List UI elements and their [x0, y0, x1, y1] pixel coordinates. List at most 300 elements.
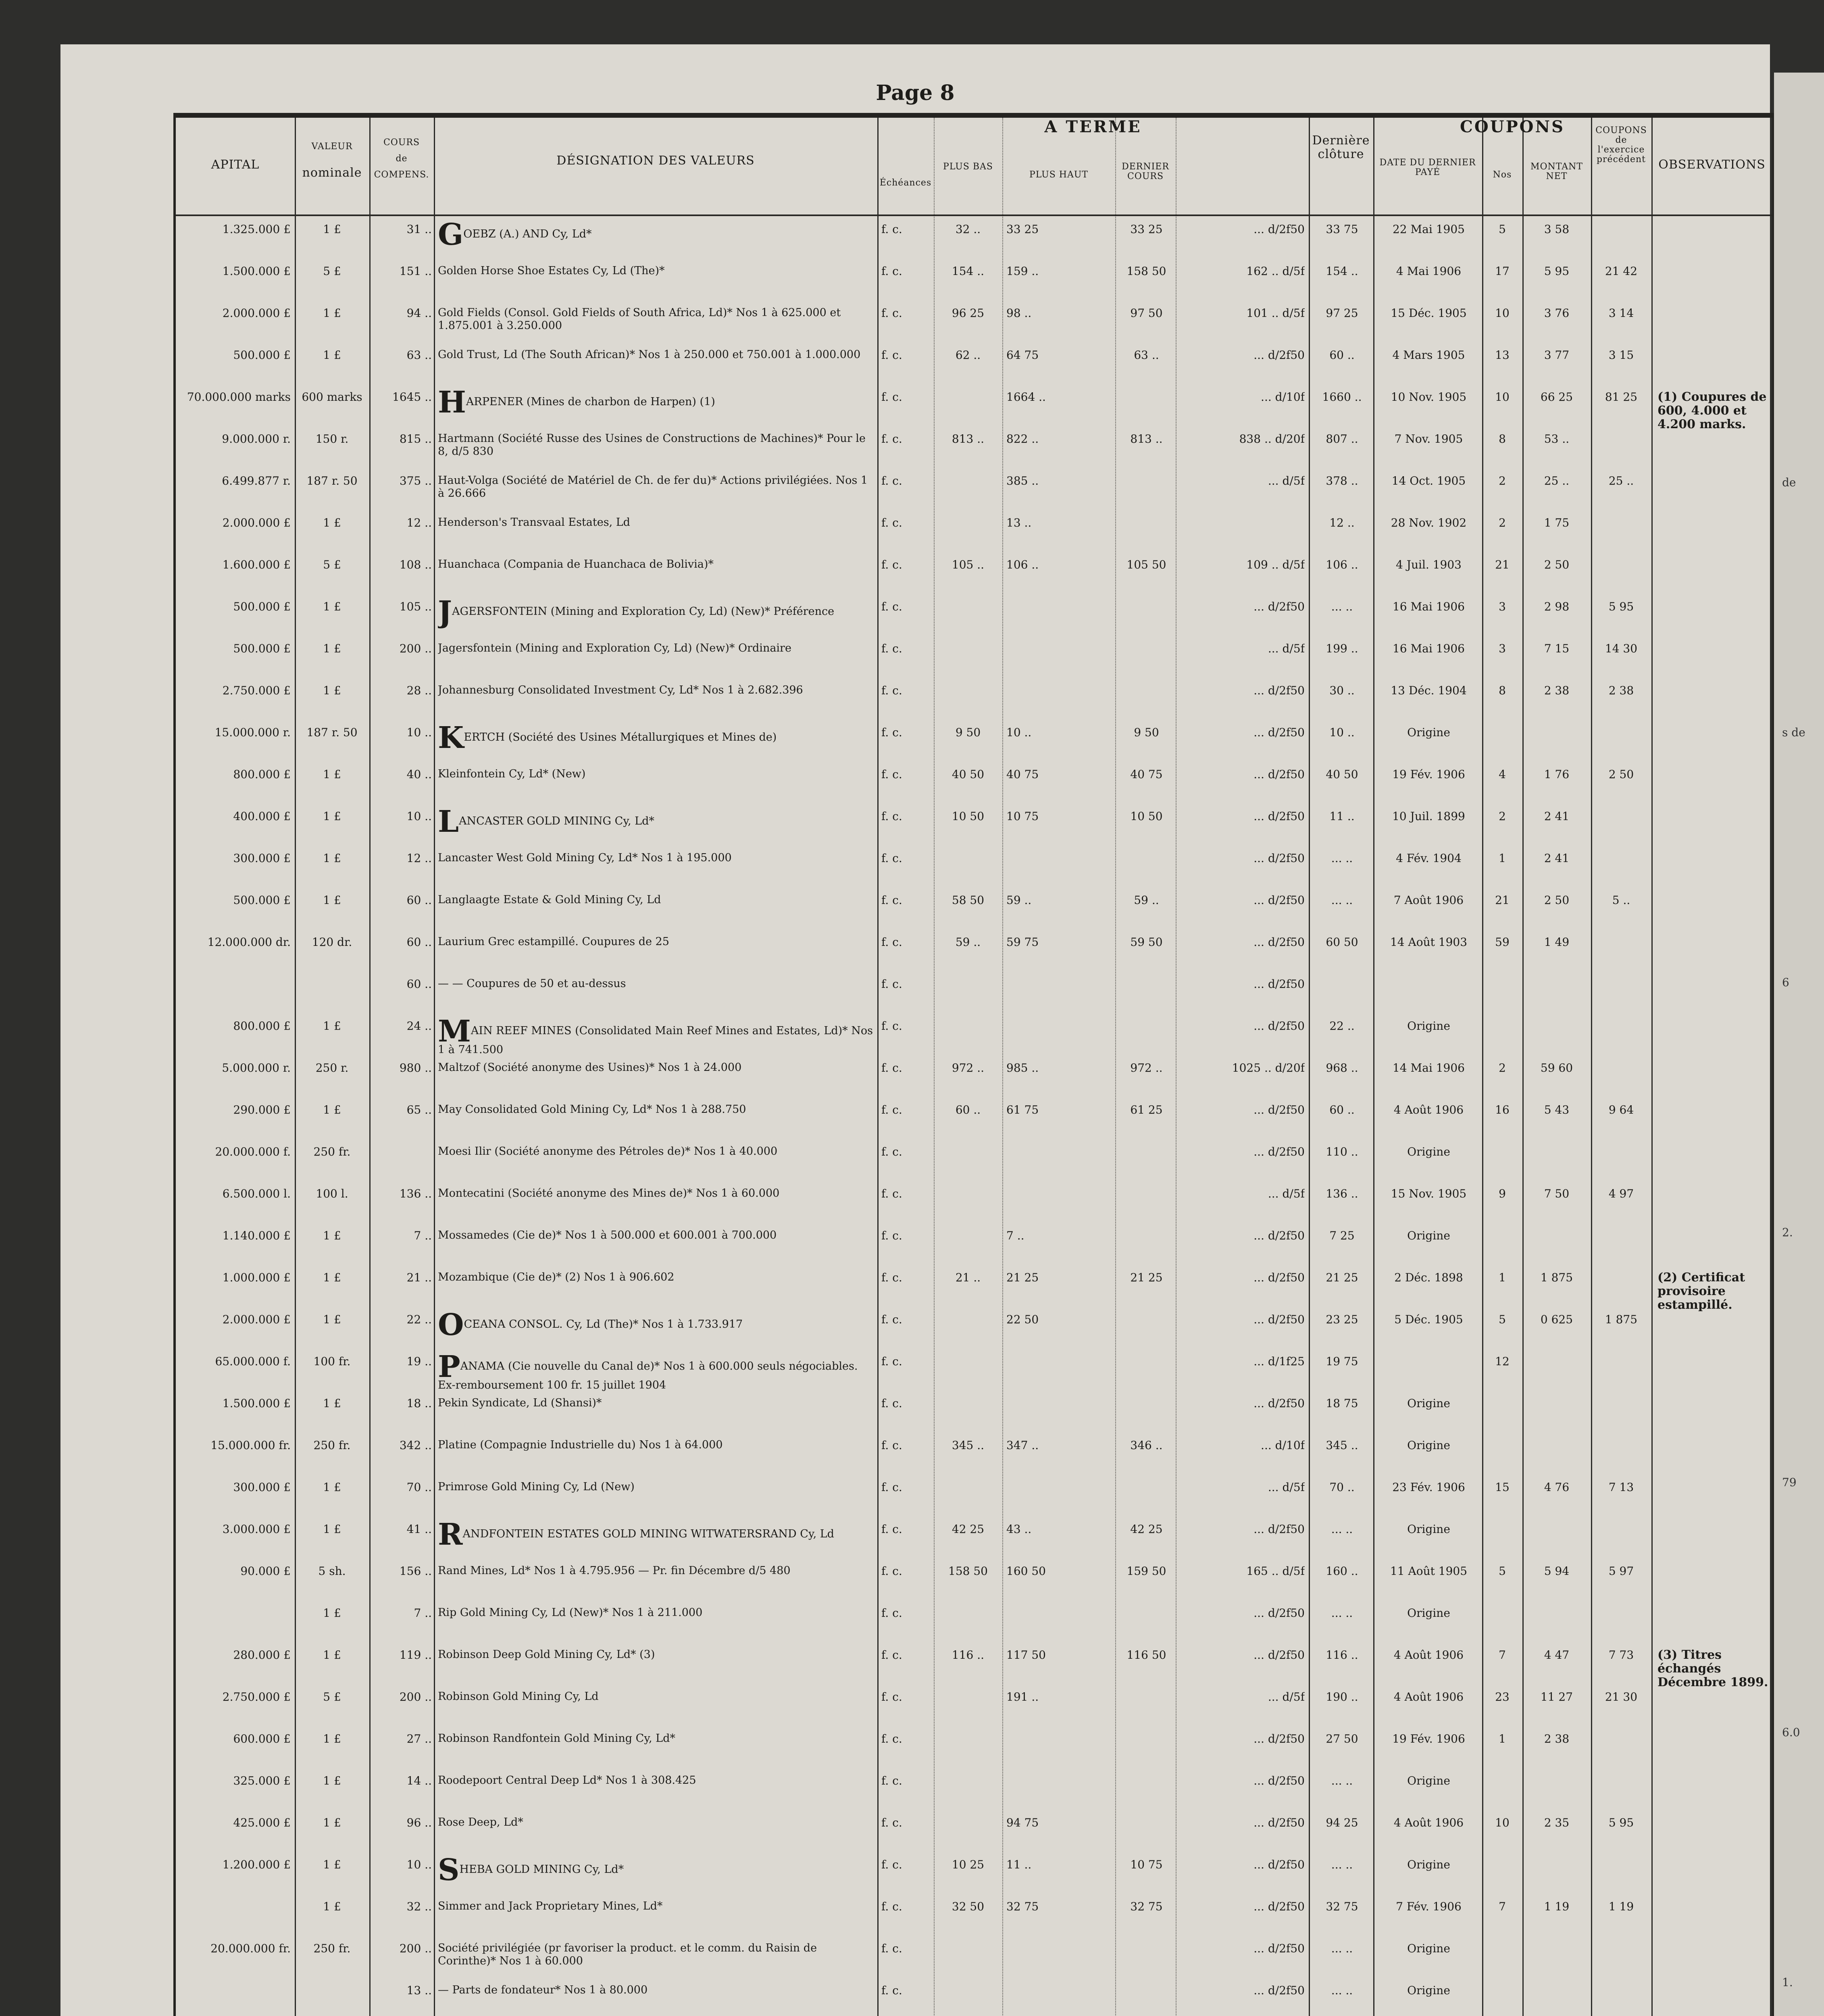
cell-cours: 136 ..	[399, 1187, 432, 1200]
table-row	[176, 1355, 1772, 1397]
cell-ech: f. c.	[881, 1229, 902, 1242]
cell-bas: 158 50	[948, 1564, 988, 1578]
cell-cloture: 21 25	[1326, 1271, 1358, 1284]
cell-bas: 9 50	[955, 726, 981, 739]
cell-valeur: 1 £	[323, 1271, 341, 1284]
cell-num: 59	[1495, 935, 1510, 949]
designation-text: AGERSFONTEIN (Mining and Exploration Cy, Ld) (New)* Préférence	[452, 605, 835, 618]
cell-designation	[438, 474, 873, 514]
cell-cours: 1645 ..	[392, 390, 432, 404]
cell-date: 16 Mai 1906	[1392, 642, 1465, 655]
cell-designation	[438, 1816, 873, 1856]
cell-cours: 10 ..	[406, 726, 432, 739]
cell-capital: 65.000.000 f.	[215, 1355, 291, 1368]
cell-designation	[438, 810, 873, 850]
cell-cloture: 190 ..	[1326, 1690, 1358, 1704]
cell-cloture: 33 75	[1326, 223, 1358, 236]
cell-designation	[438, 1522, 873, 1563]
cell-capital: 325.000 £	[233, 1774, 291, 1787]
cell-capital: 70.000.000 marks	[187, 390, 291, 404]
cell-bas: 154 ..	[952, 264, 985, 278]
cell-capital: 2.000.000 £	[222, 306, 291, 320]
cell-designation	[438, 642, 873, 682]
cell-designation	[438, 264, 873, 305]
cell-designation	[438, 1229, 873, 1269]
cell-prime: 101 .. d/5f	[1246, 306, 1305, 320]
cell-ech: f. c.	[881, 684, 902, 697]
cell-cloture: ... ..	[1331, 893, 1353, 907]
page-number: Page 8	[876, 81, 955, 105]
cell-cours: 28 ..	[406, 684, 432, 697]
cell-num: 2	[1499, 474, 1506, 487]
cell-cours: 200 ..	[399, 1942, 432, 1955]
cell-haut: 59 75	[1006, 935, 1039, 949]
cell-prime: 162 .. d/5f	[1246, 264, 1305, 278]
cell-designation	[438, 223, 873, 263]
cell-valeur: 1 £	[323, 642, 341, 655]
cell-prec: 7 73	[1608, 1648, 1634, 1662]
cell-prec: 3 14	[1608, 306, 1634, 320]
cell-cours: 200 ..	[399, 642, 432, 655]
cell-prime: ... d/2f50	[1253, 1271, 1305, 1284]
cell-capital: 20.000.000 f.	[215, 1145, 291, 1158]
cell-cours: 60 ..	[406, 893, 432, 907]
designation-text: Simmer and Jack Proprietary Mines, Ld*	[438, 1900, 663, 1912]
quotation-table	[173, 113, 1775, 2016]
cell-cloture: ... ..	[1331, 1522, 1353, 1536]
cell-dernier: 21 25	[1130, 1271, 1163, 1284]
cell-prime: ... d/10f	[1261, 1439, 1305, 1452]
cell-valeur: 1 £	[323, 1648, 341, 1662]
cell-prec: 81 25	[1605, 390, 1638, 404]
cell-valeur: 1 £	[323, 1858, 341, 1871]
cell-capital: 500.000 £	[233, 348, 291, 362]
drop-initial: K	[438, 726, 464, 755]
designation-text: Rip Gold Mining Cy, Ld (New)* Nos 1 à 211.000	[438, 1606, 703, 1619]
cell-valeur: 1 £	[323, 1816, 341, 1829]
cell-capital: 2.000.000 £	[222, 516, 291, 529]
cell-cours: 119 ..	[399, 1648, 432, 1662]
cell-num: 5	[1499, 1564, 1506, 1578]
cell-designation	[438, 1271, 873, 1311]
cell-date: 14 Mai 1906	[1392, 1061, 1465, 1075]
cell-dernier: 10 75	[1130, 1858, 1163, 1871]
cell-prec: 3 15	[1608, 348, 1634, 362]
cell-ech: f. c.	[881, 1648, 902, 1662]
cell-capital: 800.000 £	[233, 1019, 291, 1033]
cell-prec: 9 64	[1608, 1103, 1634, 1116]
designation-text: OEBZ (A.) AND Cy, Ld*	[463, 228, 592, 240]
cell-designation	[438, 558, 873, 598]
cell-prime: ... d/2f50	[1253, 726, 1305, 739]
cell-ech: f. c.	[881, 852, 902, 865]
cell-montant: 2 41	[1544, 810, 1570, 823]
cell-cours: 65 ..	[406, 1103, 432, 1116]
cell-num: 1	[1499, 1271, 1506, 1284]
cell-designation	[438, 935, 873, 976]
cell-valeur: 1 £	[323, 893, 341, 907]
cell-cours: 342 ..	[399, 1439, 432, 1452]
cell-capital: 400.000 £	[233, 810, 291, 823]
cell-prime: ... d/2f50	[1253, 1900, 1305, 1913]
cell-designation	[438, 390, 873, 431]
cell-valeur: 1 £	[323, 1732, 341, 1745]
table-row	[176, 810, 1772, 852]
cell-date: Origine	[1407, 1439, 1450, 1452]
cell-valeur: 1 £	[323, 1900, 341, 1913]
cell-date: 15 Nov. 1905	[1391, 1187, 1467, 1200]
cell-dernier: 33 25	[1130, 223, 1163, 236]
cell-num: 7	[1499, 1648, 1506, 1662]
cell-cours: 108 ..	[399, 558, 432, 571]
cell-designation	[438, 893, 873, 934]
cell-cloture: 116 ..	[1326, 1648, 1358, 1662]
cell-date: 7 Fév. 1906	[1396, 1900, 1462, 1913]
cell-ech: f. c.	[881, 1061, 902, 1075]
header-observations: OBSERVATIONS	[1658, 158, 1766, 172]
cell-cours: 156 ..	[399, 1564, 432, 1578]
designation-text: Société privilégiée (pr favoriser la product. et le comm. du Raisin de Corinthe)* Nos 1 à 60.000	[438, 1942, 817, 1967]
designation-text: ANDFONTEIN ESTATES GOLD MINING WITWATERSRAND Cy, Ld	[462, 1528, 834, 1540]
cell-capital: 500.000 £	[233, 893, 291, 907]
designation-text: Haut-Volga (Société de Matériel de Ch. de fer du)* Actions privilégiées. Nos 1 à 26.666	[438, 474, 868, 500]
cell-valeur: 1 £	[323, 684, 341, 697]
cell-dernier: 42 25	[1130, 1522, 1163, 1536]
cell-cours: 7 ..	[414, 1229, 432, 1242]
cell-capital: 2.750.000 £	[222, 684, 291, 697]
adjacent-page-fragment: 6.0	[1782, 1726, 1800, 1739]
table-row	[176, 852, 1772, 893]
observation-note: (3) Titres échangés Décembre 1899.	[1657, 1648, 1768, 1689]
cell-haut: 822 ..	[1006, 432, 1039, 446]
cell-ech: f. c.	[881, 1481, 902, 1494]
designation-text: ANCASTER GOLD MINING Cy, Ld*	[459, 815, 654, 827]
cell-date: 4 Août 1906	[1393, 1816, 1464, 1829]
cell-montant: 1 49	[1544, 935, 1570, 949]
drop-initial: S	[438, 1858, 460, 1887]
cell-designation	[438, 1103, 873, 1143]
cell-cours: 19 ..	[406, 1355, 432, 1368]
cell-designation	[438, 1984, 873, 2016]
cell-ech: f. c.	[881, 264, 902, 278]
cell-designation	[438, 1481, 873, 1521]
cell-capital: 800.000 £	[233, 768, 291, 781]
cell-prime: ... d/5f	[1268, 1690, 1305, 1704]
cell-montant: 4 47	[1544, 1648, 1570, 1662]
table-row	[176, 558, 1772, 600]
cell-valeur: 5 £	[323, 558, 341, 571]
cell-cours: 32 ..	[406, 1900, 432, 1913]
cell-ech: f. c.	[881, 390, 902, 404]
cell-date: 15 Déc. 1905	[1391, 306, 1467, 320]
cell-cloture: ... ..	[1331, 600, 1353, 613]
cell-montant: 53 ..	[1544, 432, 1570, 446]
cell-num: 5	[1499, 1313, 1506, 1326]
designation-text: Montecatini (Société anonyme des Mines de)* Nos 1 à 60.000	[438, 1187, 780, 1200]
cell-montant: 0 625	[1540, 1313, 1573, 1326]
cell-cloture: ... ..	[1331, 1984, 1353, 1997]
cell-bas: 60 ..	[955, 1103, 981, 1116]
cell-num: 23	[1495, 1690, 1510, 1704]
cell-ech: f. c.	[881, 1690, 902, 1704]
adjacent-page-fragment: 6	[1782, 976, 1789, 989]
cell-bas: 21 ..	[955, 1271, 981, 1284]
adjacent-page-fragment: 79	[1782, 1476, 1797, 1489]
cell-capital: 90.000 £	[240, 1564, 291, 1578]
cell-num: 1	[1499, 852, 1506, 865]
table-row	[176, 1774, 1772, 1816]
cell-cloture: 60 50	[1326, 935, 1358, 949]
designation-text: Johannesburg Consolidated Investment Cy, Ld* Nos 1 à 2.682.396	[438, 684, 803, 696]
cell-cloture: 32 75	[1326, 1900, 1358, 1913]
cell-cloture: 19 75	[1326, 1355, 1358, 1368]
cell-ech: f. c.	[881, 1942, 902, 1955]
cell-bas: 972 ..	[952, 1061, 985, 1075]
cell-valeur: 1 £	[323, 348, 341, 362]
cell-capital: 1.500.000 £	[222, 1397, 291, 1410]
cell-haut: 1664 ..	[1006, 390, 1046, 404]
cell-haut: 117 50	[1006, 1648, 1046, 1662]
cell-date: 13 Déc. 1904	[1391, 684, 1467, 697]
drop-initial: O	[438, 1313, 464, 1342]
table-row	[176, 1061, 1772, 1103]
table-row	[176, 1984, 1772, 2016]
cell-cours: 63 ..	[406, 348, 432, 362]
cell-designation	[438, 1690, 873, 1731]
cell-valeur: 1 £	[323, 1774, 341, 1787]
cell-ech: f. c.	[881, 1606, 902, 1620]
cell-cours: 40 ..	[406, 768, 432, 781]
cell-haut: 11 ..	[1006, 1858, 1032, 1871]
cell-prime: ... d/2f50	[1253, 1522, 1305, 1536]
cell-montant: 2 50	[1544, 558, 1570, 571]
cell-prec: 5 97	[1608, 1564, 1634, 1578]
header-cours-mid: de	[396, 154, 408, 164]
cell-capital: 20.000.000 fr.	[210, 1942, 291, 1955]
cell-cloture: 199 ..	[1326, 642, 1358, 655]
cell-haut: 22 50	[1006, 1313, 1039, 1326]
designation-text: Rose Deep, Ld*	[438, 1816, 523, 1829]
cell-valeur: 187 r. 50	[306, 726, 358, 739]
cell-date: 7 Nov. 1905	[1394, 432, 1463, 446]
designation-text: ERTCH (Société des Usines Métallurgiques et Mines de)	[464, 731, 777, 744]
cell-date: Origine	[1407, 1858, 1450, 1871]
cell-ech: f. c.	[881, 1439, 902, 1452]
table-row	[176, 1145, 1772, 1187]
designation-text: Gold Fields (Consol. Gold Fields of South Africa, Ld)* Nos 1 à 625.000 et 1.875.001 à 3.250.000	[438, 306, 841, 332]
cell-num: 16	[1495, 1103, 1510, 1116]
cell-designation	[438, 852, 873, 892]
cell-prime: ... d/2f50	[1253, 1816, 1305, 1829]
cell-prime: ... d/2f50	[1253, 977, 1305, 991]
cell-prime: ... d/2f50	[1253, 223, 1305, 236]
cell-valeur: 5 £	[323, 1690, 341, 1704]
cell-ech: f. c.	[881, 977, 902, 991]
cell-date: 7 Août 1906	[1393, 893, 1464, 907]
table-row	[176, 516, 1772, 558]
cell-cloture: 23 25	[1326, 1313, 1358, 1326]
cell-date: 4 Fév. 1904	[1396, 852, 1462, 865]
cell-valeur: 250 fr.	[313, 1439, 351, 1452]
cell-date: 28 Nov. 1902	[1391, 516, 1467, 529]
cell-cours: 31 ..	[406, 223, 432, 236]
header-valeur-top: VALEUR	[311, 142, 353, 152]
cell-haut: 13 ..	[1006, 516, 1032, 529]
cell-montant: 3 76	[1544, 306, 1570, 320]
cell-prime: ... d/2f50	[1253, 1774, 1305, 1787]
cell-cours: 96 ..	[406, 1816, 432, 1829]
cell-num: 12	[1495, 1355, 1510, 1368]
cell-bas: 62 ..	[955, 348, 981, 362]
cell-prime: ... d/2f50	[1253, 1606, 1305, 1620]
table-row	[176, 1397, 1772, 1439]
cell-dernier: 159 50	[1126, 1564, 1166, 1578]
cell-capital: 2.750.000 £	[222, 1690, 291, 1704]
cell-designation	[438, 1397, 873, 1437]
cell-date: 4 Mai 1906	[1396, 264, 1462, 278]
cell-num: 5	[1499, 223, 1506, 236]
cell-valeur: 1 £	[323, 306, 341, 320]
table-row	[176, 1648, 1772, 1690]
cell-cours: 94 ..	[406, 306, 432, 320]
table-row	[176, 1439, 1772, 1481]
cell-haut: 347 ..	[1006, 1439, 1039, 1452]
designation-text: Moesi Ilir (Société anonyme des Pétroles de)* Nos 1 à 40.000	[438, 1145, 778, 1158]
cell-valeur: 600 marks	[302, 390, 362, 404]
cell-designation	[438, 1858, 873, 1898]
table-row	[176, 1690, 1772, 1732]
cell-ech: f. c.	[881, 516, 902, 529]
cell-date: 4 Août 1906	[1393, 1648, 1464, 1662]
cell-ech: f. c.	[881, 810, 902, 823]
designation-text: ANAMA (Cie nouvelle du Canal de)* Nos 1 à 600.000 seuls négociables. Ex-remboursement 100 fr. 15 juillet 1904	[438, 1360, 858, 1391]
cell-cloture: 11 ..	[1329, 810, 1355, 823]
cell-valeur: 1 £	[323, 852, 341, 865]
cell-date: Origine	[1407, 1606, 1450, 1620]
table-row	[176, 306, 1772, 348]
cell-capital: 1.500.000 £	[222, 264, 291, 278]
cell-valeur: 100 fr.	[313, 1355, 351, 1368]
cell-cours: 21 ..	[406, 1271, 432, 1284]
cell-ech: f. c.	[881, 306, 902, 320]
cell-date: 2 Déc. 1898	[1394, 1271, 1463, 1284]
table-row	[176, 642, 1772, 684]
cell-capital: 6.500.000 l.	[222, 1187, 291, 1200]
cell-cloture: 106 ..	[1326, 558, 1358, 571]
designation-text: HEBA GOLD MINING Cy, Ld*	[459, 1863, 624, 1876]
cell-prime: ... d/2f50	[1253, 893, 1305, 907]
cell-montant: 3 77	[1544, 348, 1570, 362]
cell-ech: f. c.	[881, 1145, 902, 1158]
cell-bas: 10 25	[952, 1858, 985, 1871]
cell-prime: ... d/1f25	[1253, 1355, 1305, 1368]
cell-date: 22 Mai 1905	[1392, 223, 1465, 236]
cell-dernier: 59 ..	[1134, 893, 1159, 907]
cell-date: 19 Fév. 1906	[1392, 768, 1465, 781]
table-row	[176, 935, 1772, 977]
drop-initial: G	[438, 223, 464, 252]
table-row	[176, 1271, 1772, 1313]
cell-date: Origine	[1407, 1984, 1450, 1997]
designation-text: Gold Trust, Ld (The South African)* Nos 1 à 250.000 et 750.001 à 1.000.000	[438, 348, 861, 361]
cell-ech: f. c.	[881, 1984, 902, 1997]
table-row	[176, 223, 1772, 264]
cell-montant: 2 41	[1544, 852, 1570, 865]
cell-valeur: 1 £	[323, 1397, 341, 1410]
cell-capital: 425.000 £	[233, 1816, 291, 1829]
cell-designation	[438, 1606, 873, 1647]
table-row	[176, 893, 1772, 935]
cell-prec: 14 30	[1605, 642, 1638, 655]
cell-cours: 815 ..	[399, 432, 432, 446]
cell-cours: 7 ..	[414, 1606, 432, 1620]
designation-text: Roodepoort Central Deep Ld* Nos 1 à 308.425	[438, 1774, 696, 1787]
cell-ech: f. c.	[881, 642, 902, 655]
cell-dernier: 105 50	[1126, 558, 1166, 571]
cell-ech: f. c.	[881, 1858, 902, 1871]
cell-num: 21	[1495, 558, 1510, 571]
cell-valeur: 187 r. 50	[306, 474, 358, 487]
designation-text: — — Coupures de 50 et au-dessus	[438, 977, 626, 990]
cell-prec: 5 95	[1608, 1816, 1634, 1829]
designation-text: Primrose Gold Mining Cy, Ld (New)	[438, 1481, 635, 1493]
adjacent-page-fragment: 2.	[1782, 1226, 1793, 1239]
cell-montant: 7 50	[1544, 1187, 1570, 1200]
cell-prime: ... d/5f	[1268, 642, 1305, 655]
cell-num: 9	[1499, 1187, 1506, 1200]
cell-dernier: 9 50	[1134, 726, 1159, 739]
header-a-terme: A TERME	[1044, 117, 1142, 136]
cell-designation	[438, 1564, 873, 1605]
cell-bas: 10 50	[952, 810, 985, 823]
cell-haut: 160 50	[1006, 1564, 1046, 1578]
cell-designation	[438, 1439, 873, 1479]
cell-bas: 32 ..	[955, 223, 981, 236]
cell-prime: ... d/2f50	[1253, 1984, 1305, 1997]
cell-ech: f. c.	[881, 1397, 902, 1410]
cell-haut: 33 25	[1006, 223, 1039, 236]
designation-text: — Parts de fondateur* Nos 1 à 80.000	[438, 1984, 648, 1996]
cell-capital: 1.325.000 £	[222, 223, 291, 236]
cell-haut: 64 75	[1006, 348, 1039, 362]
cell-cours: 105 ..	[399, 600, 432, 613]
table-row	[176, 1187, 1772, 1229]
cell-cloture: 1660 ..	[1322, 390, 1362, 404]
cell-montant: 2 50	[1544, 893, 1570, 907]
header-coupons: COUPONS	[1460, 117, 1565, 136]
cell-cours: 151 ..	[399, 264, 432, 278]
cell-prime: ... d/2f50	[1253, 1397, 1305, 1410]
cell-haut: 21 25	[1006, 1271, 1039, 1284]
cell-haut: 59 ..	[1006, 893, 1032, 907]
table-row	[176, 1229, 1772, 1271]
designation-text: Mossamedes (Cie de)* Nos 1 à 500.000 et 600.001 à 700.000	[438, 1229, 777, 1241]
cell-valeur: 1 £	[323, 1103, 341, 1116]
cell-designation	[438, 977, 873, 1018]
cell-designation	[438, 1900, 873, 1940]
table-row	[176, 1732, 1772, 1774]
cell-designation	[438, 1187, 873, 1227]
cell-ech: f. c.	[881, 1355, 902, 1368]
cell-cloture: ... ..	[1331, 1858, 1353, 1871]
cell-num: 2	[1499, 810, 1506, 823]
cell-cloture: 40 50	[1326, 768, 1358, 781]
cell-haut: 40 75	[1006, 768, 1039, 781]
cell-date: Origine	[1407, 726, 1450, 739]
cell-bas: 105 ..	[952, 558, 985, 571]
cell-cours: 70 ..	[406, 1481, 432, 1494]
cell-date: 4 Juil. 1903	[1396, 558, 1462, 571]
